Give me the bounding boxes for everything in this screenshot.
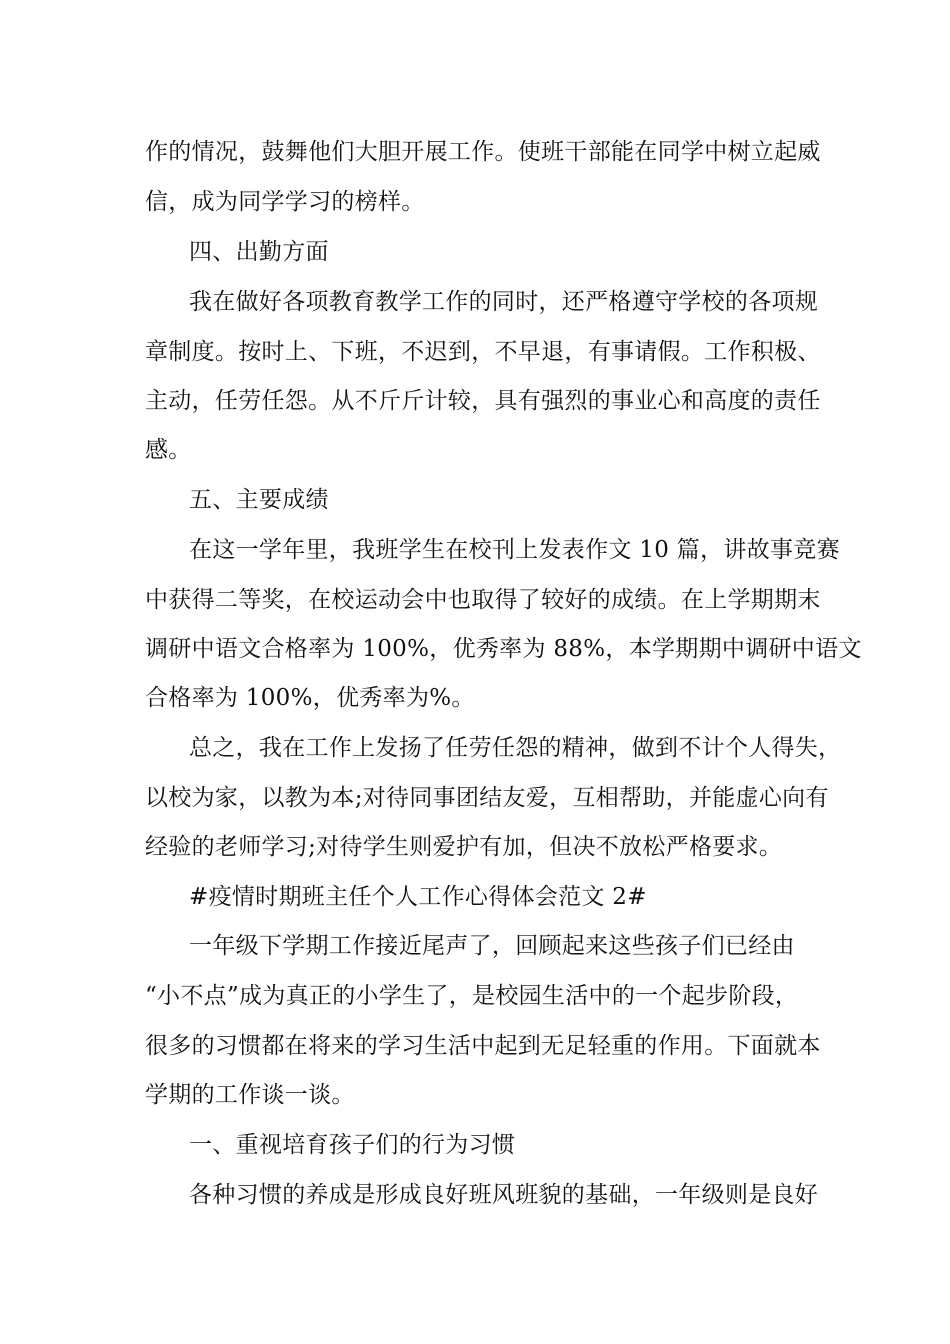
body-text-line: 信，成为同学学习的榜样。 xyxy=(145,189,425,215)
body-text-line: 在这一学年里，我班学生在校刊上发表作文 10 篇，讲故事竞赛 xyxy=(189,537,840,563)
body-text-line: “小不点”成为真正的小学生了，是校园生活中的一个起步阶段， xyxy=(145,983,799,1009)
section-heading: 四、出勤方面 xyxy=(189,239,329,265)
body-text-line: 中获得二等奖，在校运动会中也取得了较好的成绩。在上学期期末 xyxy=(145,587,821,613)
body-text-line: 主动，任劳任怨。从不斤斤计较，具有强烈的事业心和高度的责任 xyxy=(145,388,821,414)
section-heading: 一、重视培育孩子们的行为习惯 xyxy=(189,1132,516,1158)
body-text-line: 学期的工作谈一谈。 xyxy=(145,1082,355,1108)
body-text-line: 我在做好各项教育教学工作的同时，还严格遵守学校的各项规 xyxy=(189,289,819,315)
body-text-line: 作的情况，鼓舞他们大胆开展工作。使班干部能在同学中树立起威 xyxy=(145,139,821,165)
body-text-line: 经验的老师学习;对待学生则爱护有加，但决不放松严格要求。 xyxy=(145,834,783,860)
section-heading: 五、主要成绩 xyxy=(189,487,329,513)
article-title: #疫情时期班主任个人工作心得体会范文 2# xyxy=(189,884,647,910)
body-text-line: 调研中语文合格率为 100%，优秀率为 88%，本学期期中调研中语文 xyxy=(145,636,862,662)
body-text-line: 章制度。按时上、下班，不迟到，不早退，有事请假。工作积极、 xyxy=(145,339,821,365)
body-text-line: 合格率为 100%，优秀率为%。 xyxy=(145,685,475,711)
body-text-line: 一年级下学期工作接近尾声了，回顾起来这些孩子们已经由 xyxy=(189,933,795,959)
body-text-line: 感。 xyxy=(145,437,192,463)
body-text-line: 以校为家，以教为本;对待同事团结友爱，互相帮助，并能虚心向有 xyxy=(145,785,829,811)
body-text-line: 各种习惯的养成是形成良好班风班貌的基础，一年级则是良好 xyxy=(189,1182,819,1208)
body-text-line: 很多的习惯都在将来的学习生活中起到无足轻重的作用。下面就本 xyxy=(145,1033,821,1059)
body-text-line: 总之，我在工作上发扬了任劳任怨的精神，做到不计个人得失， xyxy=(189,735,842,761)
